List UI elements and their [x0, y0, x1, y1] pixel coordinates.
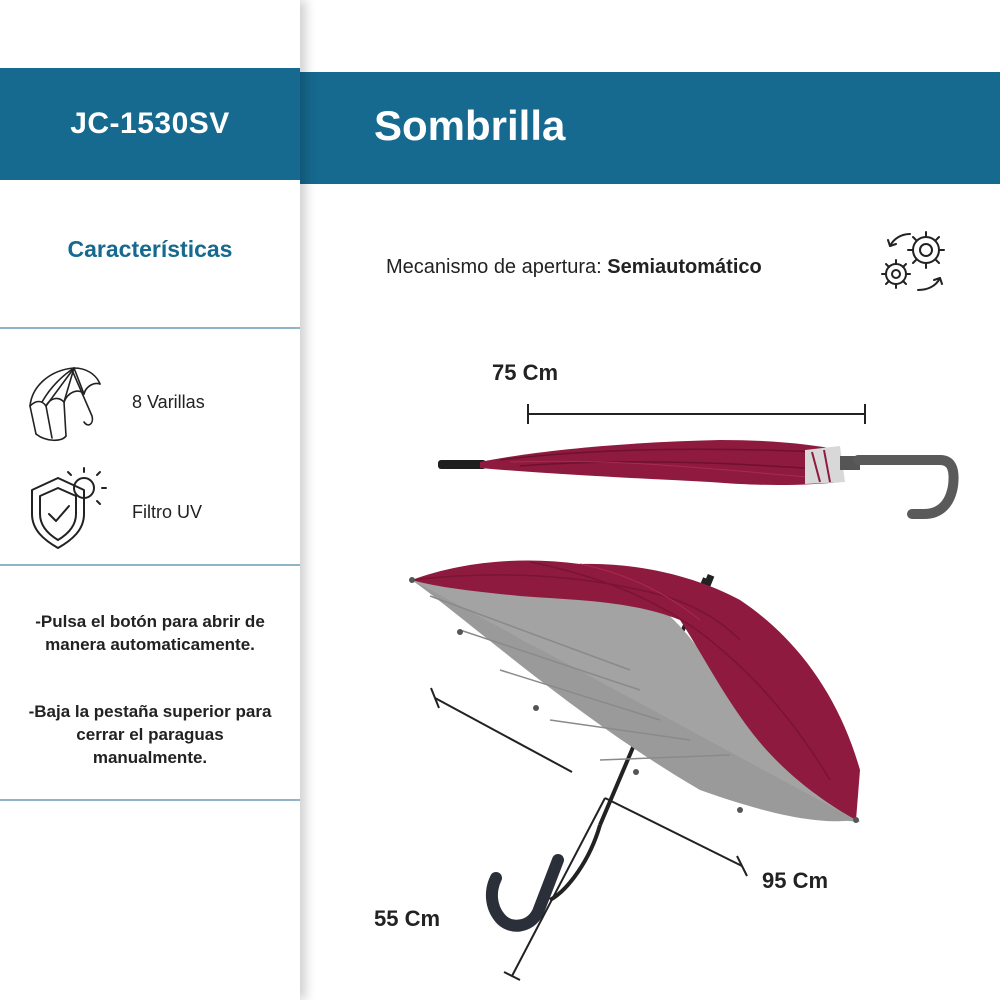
- instruction-close: -Baja la pestaña superior para cerrar el paraguas manualmente.: [28, 702, 272, 767]
- closed-length-dimension: [528, 404, 865, 424]
- mechanism-value: Semiautomático: [607, 256, 762, 278]
- feature-label-uv: Filtro UV: [132, 502, 203, 522]
- sidebar: [0, 0, 300, 1000]
- closed-length-label: 75 Cm: [492, 360, 559, 385]
- sidebar-header: [0, 68, 300, 180]
- mechanism-info: [386, 256, 762, 279]
- handle-length-dimension: [504, 798, 605, 980]
- page-title: Sombrilla: [374, 102, 566, 149]
- divider: [0, 564, 300, 566]
- gears-cycle-icon: [874, 226, 956, 298]
- model-code: JC-1530SV: [70, 107, 230, 140]
- divider: [0, 799, 300, 801]
- shield-sun-icon: [22, 464, 112, 554]
- instruction-open: -Pulsa el botón para abrir de manera automaticamente.: [35, 612, 265, 654]
- total-length-label: 95 Cm: [762, 868, 829, 893]
- closed-umbrella: [438, 440, 954, 514]
- product-illustration: [300, 300, 1000, 1000]
- feature-ribs: [0, 356, 300, 446]
- mechanism-label: Mecanismo de apertura:: [386, 256, 602, 278]
- main-header: [300, 72, 1000, 184]
- feature-uv: [0, 464, 300, 554]
- handle-length-label: 55 Cm: [374, 906, 441, 931]
- section-title: Características: [67, 236, 233, 262]
- feature-label-ribs: 8 Varillas: [132, 392, 205, 412]
- divider: [0, 327, 300, 329]
- umbrella-outline-icon: [22, 356, 112, 446]
